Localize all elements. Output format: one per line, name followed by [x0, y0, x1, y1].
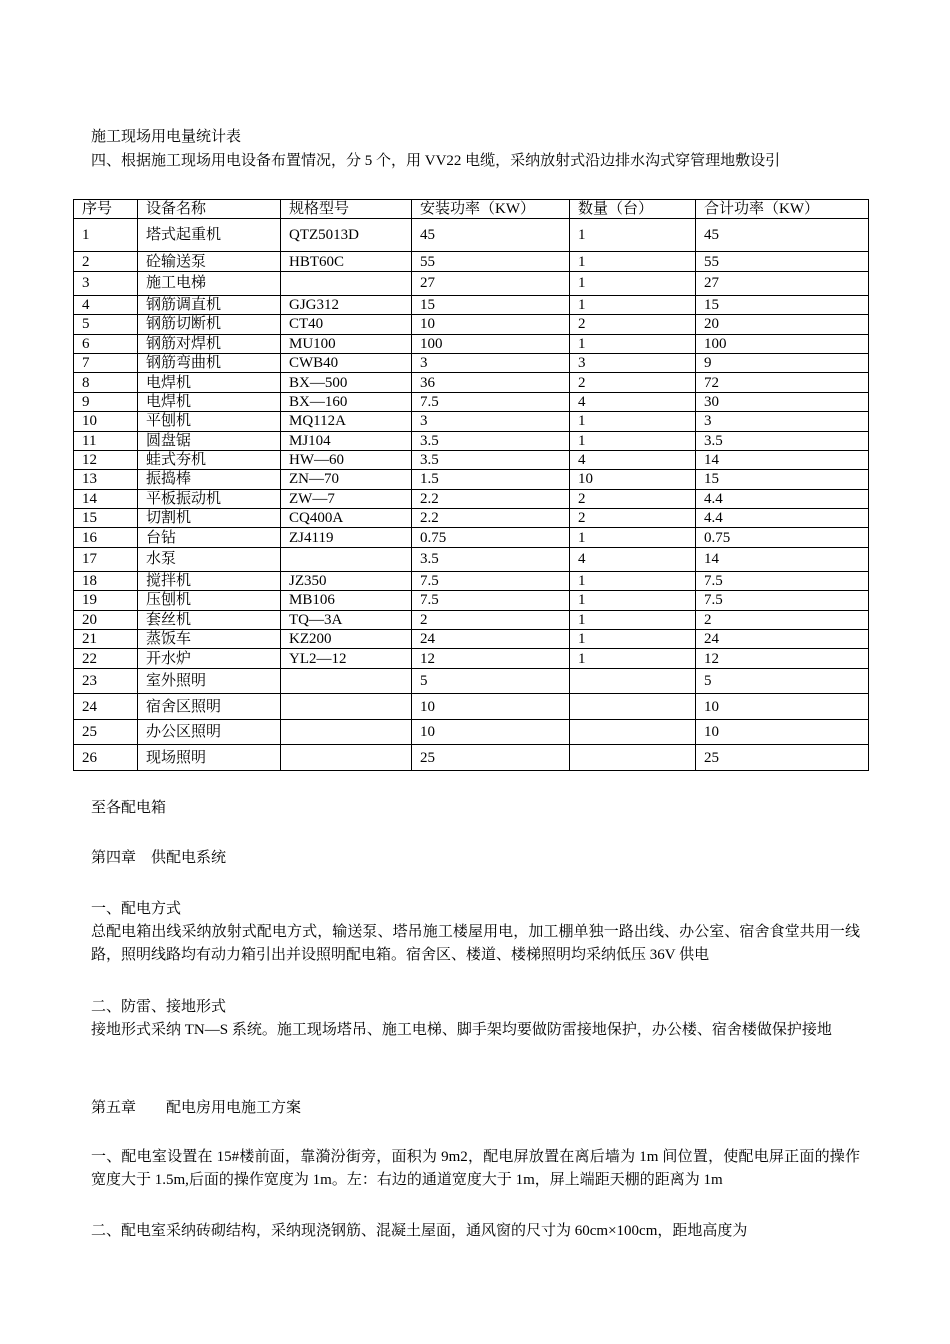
table-cell: 1	[570, 431, 696, 450]
section-2-body: 接地形式采纳 TN—S 系统。施工现场塔吊、施工电梯、脚手架均要做防雷接地保护，办公楼、宿舍楼做保护接地	[91, 1022, 832, 1038]
table-cell: KZ200	[281, 630, 412, 649]
table-cell: 10	[412, 694, 570, 720]
table-cell: 7.5	[696, 571, 869, 590]
table-title: 施工现场用电量统计表	[91, 129, 242, 145]
table-cell: 蛙式夯机	[138, 450, 281, 469]
table-cell: 14	[696, 547, 869, 571]
table-cell: MQ112A	[281, 412, 412, 431]
table-row	[74, 489, 869, 508]
table-cell: 3	[696, 412, 869, 431]
table-cell: 3.5	[412, 431, 570, 450]
table-cell: 10	[412, 719, 570, 745]
table-row	[74, 649, 869, 668]
table-cell: 4	[74, 295, 138, 314]
table-row	[74, 353, 869, 372]
table-cell: 电焊机	[138, 392, 281, 411]
table-cell: 27	[696, 271, 869, 295]
table-cell: 7.5	[412, 571, 570, 590]
chapter-4-heading: 第四章 供配电系统	[91, 850, 227, 866]
table-cell: 1	[570, 571, 696, 590]
table-cell: 搅拌机	[138, 571, 281, 590]
table-row	[74, 668, 869, 694]
table-cell: 12	[696, 649, 869, 668]
table-cell: 4	[570, 392, 696, 411]
table-cell: 10	[412, 315, 570, 334]
table-cell: 4.4	[696, 489, 869, 508]
table-cell: CWB40	[281, 353, 412, 372]
table-cell: 钢筋切断机	[138, 315, 281, 334]
table-cell: 2	[570, 315, 696, 334]
table-row	[74, 694, 869, 720]
table-cell: 13	[74, 470, 138, 489]
table-cell: 3	[570, 353, 696, 372]
table-cell: 10	[570, 470, 696, 489]
table-cell: 钢筋调直机	[138, 295, 281, 314]
table-cell: 23	[74, 668, 138, 694]
table-cell: 电焊机	[138, 373, 281, 392]
table-cell: 15	[696, 470, 869, 489]
table-cell: 1	[570, 610, 696, 629]
table-cell: MB106	[281, 591, 412, 610]
table-cell: 切割机	[138, 509, 281, 528]
table-cell: CQ400A	[281, 509, 412, 528]
table-row	[74, 431, 869, 450]
table-cell: 55	[696, 252, 869, 271]
table-cell: 5	[696, 668, 869, 694]
table-cell: QTZ5013D	[281, 219, 412, 252]
table-row	[74, 315, 869, 334]
power-usage-table	[73, 199, 869, 771]
table-cell: 台钻	[138, 528, 281, 547]
table-cell: 办公区照明	[138, 719, 281, 745]
table-cell: 20	[74, 610, 138, 629]
table-cell: HW—60	[281, 450, 412, 469]
table-cell: 1	[570, 271, 696, 295]
table-cell: 100	[412, 334, 570, 353]
table-cell: 2	[412, 610, 570, 629]
table-cell	[570, 719, 696, 745]
table-cell: 30	[696, 392, 869, 411]
table-cell: 4	[570, 450, 696, 469]
table-row	[74, 528, 869, 547]
table-cell: 1	[570, 252, 696, 271]
table-cell: 3.5	[412, 450, 570, 469]
table-row	[74, 450, 869, 469]
table-cell: 1	[570, 528, 696, 547]
chapter-5-paragraph-2: 二、配电室采纳砖砌结构，采纳现浇钢筋、混凝土屋面，通风窗的尺寸为 60cm×100cm，距地高度为	[91, 1223, 748, 1239]
header-cell: 规格型号	[281, 200, 412, 219]
table-cell: 3.5	[412, 547, 570, 571]
table-row	[74, 547, 869, 571]
table-row	[74, 373, 869, 392]
table-cell: 压刨机	[138, 591, 281, 610]
table-cell: 钢筋弯曲机	[138, 353, 281, 372]
table-cell: 钢筋对焊机	[138, 334, 281, 353]
table-cell: 平刨机	[138, 412, 281, 431]
table-row	[74, 392, 869, 411]
table-cell: GJG312	[281, 295, 412, 314]
table-cell: 0.75	[412, 528, 570, 547]
section-2-title: 二、防雷、接地形式	[91, 999, 227, 1015]
table-cell: 10	[696, 694, 869, 720]
table-cell: 0.75	[696, 528, 869, 547]
table-cell: HBT60C	[281, 252, 412, 271]
table-cell: 1.5	[412, 470, 570, 489]
table-cell: 22	[74, 649, 138, 668]
table-cell	[570, 745, 696, 771]
table-row	[74, 630, 869, 649]
intro-paragraph: 四、根据施工现场用电设备布置情况，分 5 个，用 VV22 电缆，采纳放射式沿边排水沟式穿管理地敷设引	[91, 153, 781, 169]
table-cell: 25	[696, 745, 869, 771]
table-row	[74, 295, 869, 314]
table-cell: BX—160	[281, 392, 412, 411]
header-cell: 数量（台）	[570, 200, 696, 219]
table-cell: 塔式起重机	[138, 219, 281, 252]
table-cell: 施工电梯	[138, 271, 281, 295]
table-cell: 9	[74, 392, 138, 411]
table-cell: 8	[74, 373, 138, 392]
table-row	[74, 745, 869, 771]
table-cell: 砼输送泵	[138, 252, 281, 271]
table-row	[74, 470, 869, 489]
table-cell: 19	[74, 591, 138, 610]
table-cell: 2.2	[412, 489, 570, 508]
table-row	[74, 509, 869, 528]
table-cell: 水泵	[138, 547, 281, 571]
table-row	[74, 252, 869, 271]
table-cell: TQ—3A	[281, 610, 412, 629]
table-cell: 45	[412, 219, 570, 252]
table-cell: 45	[696, 219, 869, 252]
table-cell: 2	[696, 610, 869, 629]
table-cell: 3	[412, 353, 570, 372]
table-cell: 2.2	[412, 509, 570, 528]
table-cell: 1	[570, 334, 696, 353]
table-cell: 24	[74, 694, 138, 720]
table-cell	[281, 271, 412, 295]
table-cell: 26	[74, 745, 138, 771]
table-cell: 2	[74, 252, 138, 271]
table-cell: 10	[74, 412, 138, 431]
header-cell: 安装功率（KW）	[412, 200, 570, 219]
table-cell: 3	[74, 271, 138, 295]
table-cell: 室外照明	[138, 668, 281, 694]
table-cell: 27	[412, 271, 570, 295]
table-cell: 9	[696, 353, 869, 372]
table-cell: 1	[570, 412, 696, 431]
table-cell: 5	[412, 668, 570, 694]
table-cell: 7.5	[412, 392, 570, 411]
table-cell: 1	[570, 219, 696, 252]
table-cell: 55	[412, 252, 570, 271]
table-cell: 7.5	[696, 591, 869, 610]
table-cell: 现场照明	[138, 745, 281, 771]
table-row	[74, 412, 869, 431]
table-cell: 24	[696, 630, 869, 649]
table-cell: MJ104	[281, 431, 412, 450]
table-cell: 圆盘锯	[138, 431, 281, 450]
table-cell	[281, 719, 412, 745]
header-cell: 合计功率（KW）	[696, 200, 869, 219]
table-cell: 宿舍区照明	[138, 694, 281, 720]
table-cell: ZW—7	[281, 489, 412, 508]
section-1-title: 一、配电方式	[91, 901, 182, 917]
table-cell: 36	[412, 373, 570, 392]
table-cell: 平板振动机	[138, 489, 281, 508]
table-cell: 7.5	[412, 591, 570, 610]
table-cell: 17	[74, 547, 138, 571]
table-cell: ZN—70	[281, 470, 412, 489]
table-cell: ZJ4119	[281, 528, 412, 547]
table-cell: 7	[74, 353, 138, 372]
table-cell: 11	[74, 431, 138, 450]
table-cell: 2	[570, 489, 696, 508]
table-cell: 18	[74, 571, 138, 590]
section-1-body: 总配电箱出线采纳放射式配电方式，输送泵、塔吊施工楼屋用电，加工棚单独一路出线、办公室、宿舍食堂共用一线路，照明线路均有动力箱引出并设照明配电箱。宿舍区、楼道、楼梯照明均采纳低压 36V 供电	[91, 924, 860, 963]
table-row	[74, 334, 869, 353]
table-cell: 12	[412, 649, 570, 668]
table-cell: 1	[570, 591, 696, 610]
table-cell: 14	[696, 450, 869, 469]
table-cell: 1	[74, 219, 138, 252]
table-cell	[281, 668, 412, 694]
header-cell: 设备名称	[138, 200, 281, 219]
table-cell: 1	[570, 649, 696, 668]
table-row	[74, 591, 869, 610]
table-cell: 15	[696, 295, 869, 314]
table-cell: 2	[570, 373, 696, 392]
table-cell: 21	[74, 630, 138, 649]
table-cell: 1	[570, 295, 696, 314]
table-cell: 1	[570, 630, 696, 649]
table-cell: MU100	[281, 334, 412, 353]
table-cell	[281, 745, 412, 771]
table-row	[74, 271, 869, 295]
table-cell: 72	[696, 373, 869, 392]
chapter-5-heading: 第五章 配电房用电施工方案	[91, 1100, 302, 1116]
table-cell	[281, 547, 412, 571]
table-cell: 15	[74, 509, 138, 528]
table-cell: 6	[74, 334, 138, 353]
table-cell: JZ350	[281, 571, 412, 590]
table-cell: 24	[412, 630, 570, 649]
header-cell: 序号	[74, 200, 138, 219]
table-cell: BX—500	[281, 373, 412, 392]
table-cell: 16	[74, 528, 138, 547]
chapter-5-paragraph-1: 一、配电室设置在 15#楼前面，靠漪汾街旁，面积为 9m2，配电屏放置在离后墙为 1m 间位置，使配电屏正面的操作宽度大于 1.5m,后面的操作宽度为 1m。左：右边的通道宽度大于 1m，屏上端距天棚的距离为 1m	[91, 1149, 860, 1188]
table-cell: 25	[412, 745, 570, 771]
table-cell: 2	[570, 509, 696, 528]
table-cell: 100	[696, 334, 869, 353]
table-cell	[281, 694, 412, 720]
table-cell: 振捣棒	[138, 470, 281, 489]
table-cell: 4	[570, 547, 696, 571]
after-table-text: 至各配电箱	[91, 800, 167, 816]
table-cell: 14	[74, 489, 138, 508]
table-cell: 4.4	[696, 509, 869, 528]
table-row	[74, 719, 869, 745]
table-row	[74, 219, 869, 252]
table-cell: 3	[412, 412, 570, 431]
table-cell: 10	[696, 719, 869, 745]
table-row	[74, 571, 869, 590]
table-cell: 套丝机	[138, 610, 281, 629]
table-cell: CT40	[281, 315, 412, 334]
table-cell: 5	[74, 315, 138, 334]
table-cell: 12	[74, 450, 138, 469]
table-row	[74, 610, 869, 629]
table-cell: 20	[696, 315, 869, 334]
table-header-row	[74, 200, 869, 219]
table-cell: 蒸饭车	[138, 630, 281, 649]
table-cell: 15	[412, 295, 570, 314]
table-cell: 开水炉	[138, 649, 281, 668]
table-cell: 25	[74, 719, 138, 745]
table-cell	[570, 668, 696, 694]
table-cell: YL2—12	[281, 649, 412, 668]
table-cell	[570, 694, 696, 720]
table-cell: 3.5	[696, 431, 869, 450]
